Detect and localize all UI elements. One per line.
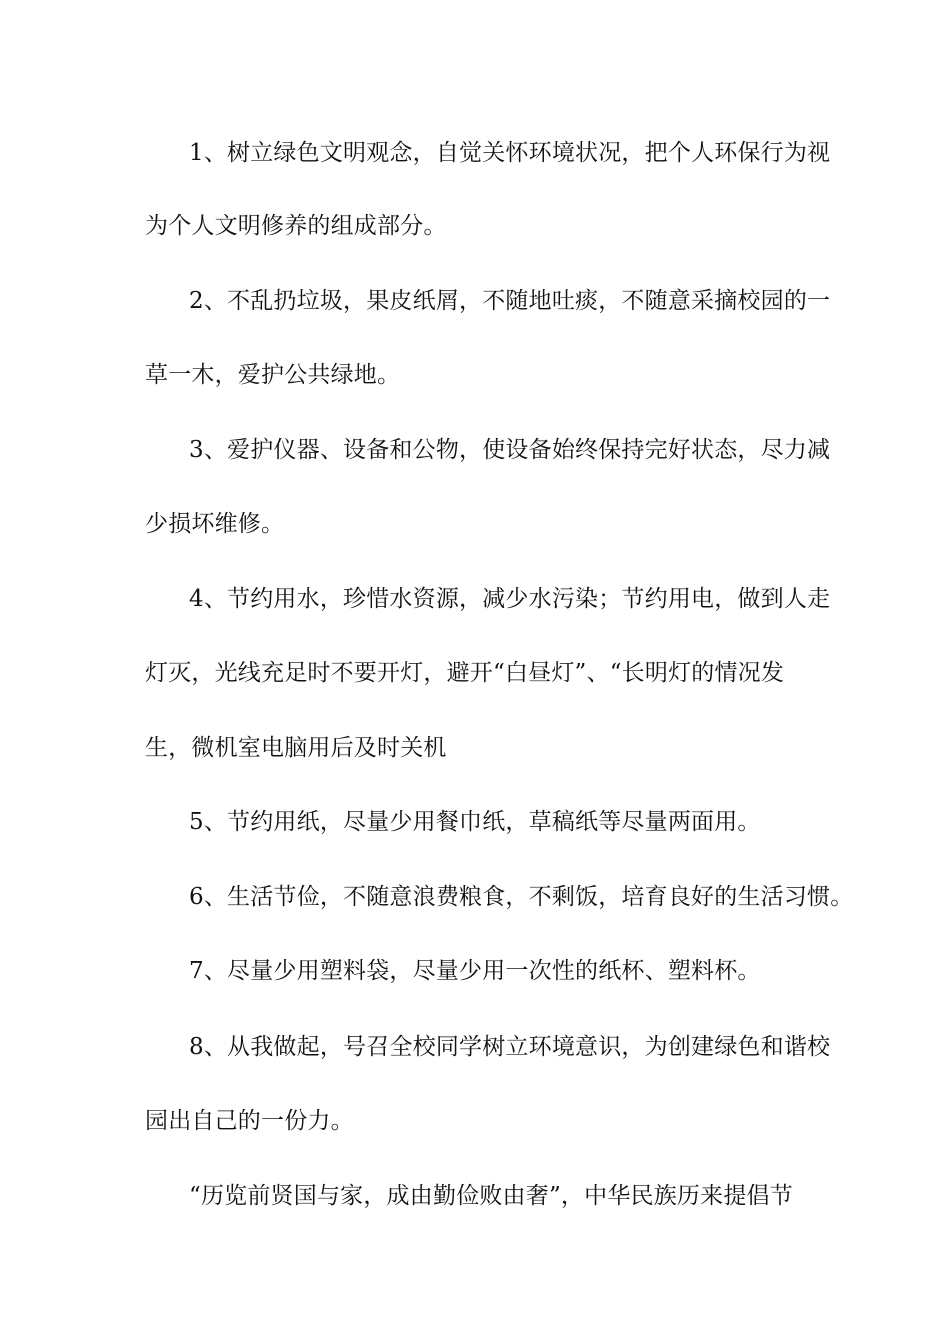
item-8-line-1: 8、从我做起，号召全校同学树立环境意识，为创建绿色和谐校	[189, 1034, 831, 1060]
item-2-line-2: 草一木，爱护公共绿地。	[145, 362, 401, 388]
item-4-line-3: 生，微机室电脑用后及时关机	[145, 735, 447, 761]
closing-paragraph-line-1: “历览前贤国与家，成由勤俭败由奢”，中华民族历来提倡节	[189, 1183, 793, 1209]
item-1-line-2: 为个人文明修养的组成部分。	[145, 213, 447, 239]
item-4-line-2: 灯灭，光线充足时不要开灯，避开“白昼灯”、“长明灯的情况发	[145, 660, 785, 686]
item-8-line-2: 园出自己的一份力。	[145, 1108, 354, 1134]
item-4-line-1: 4、节约用水，珍惜水资源，减少水污染；节约用电，做到人走	[189, 586, 831, 612]
item-5-line-1: 5、节约用纸，尽量少用餐巾纸，草稿纸等尽量两面用。	[189, 809, 761, 835]
item-6-line-1: 6、生活节俭，不随意浪费粮食，不剩饭，培育良好的生活习惯。	[189, 884, 854, 910]
item-1-line-1: 1、树立绿色文明观念，自觉关怀环境状况，把个人环保行为视	[189, 140, 831, 166]
item-3-line-1: 3、爱护仪器、设备和公物，使设备始终保持完好状态，尽力减	[189, 437, 831, 463]
item-3-line-2: 少损坏维修。	[145, 511, 285, 537]
item-7-line-1: 7、尽量少用塑料袋，尽量少用一次性的纸杯、塑料杯。	[189, 958, 761, 984]
item-2-line-1: 2、不乱扔垃圾，果皮纸屑，不随地吐痰，不随意采摘校园的一	[189, 288, 831, 314]
